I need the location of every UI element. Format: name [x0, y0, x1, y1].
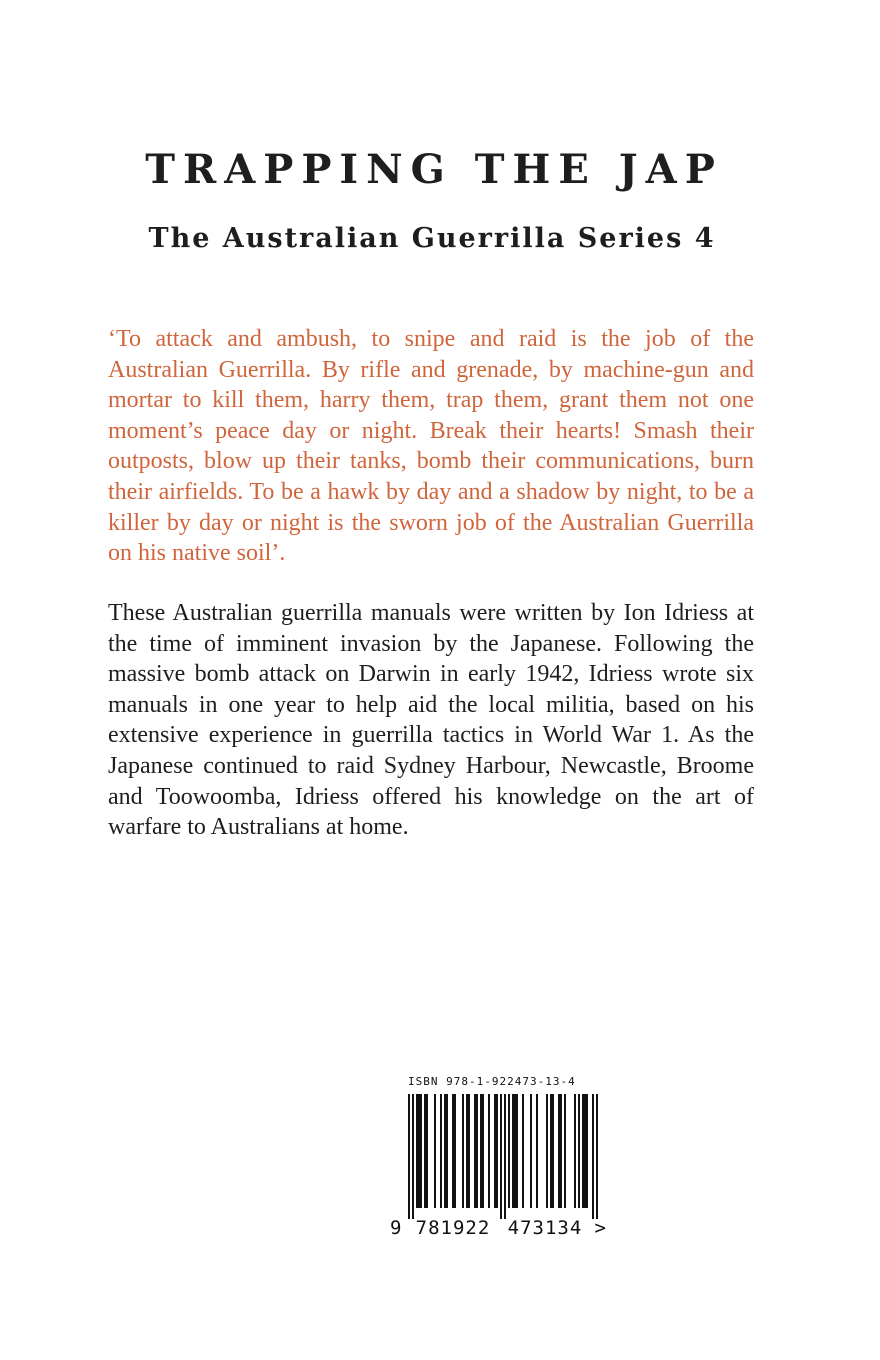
barcode-bar-1 — [412, 1094, 414, 1219]
barcode-bar-13 — [494, 1094, 498, 1208]
isbn-label: ISBN 978-1-922473-13-4 — [408, 1075, 576, 1088]
barcode-bar-2 — [416, 1094, 422, 1208]
blurb-quote: ‘To attack and ambush, to snipe and raid is the job of the Australian Guerrilla. By rifle and grenade, by machine-gun and mortar to kill them, harry them, trap them, grant them not one moment’s peace day or night. Break their hearts! Smash their outposts, blow up their tanks, bomb their communications, burn their airfields. To be a hawk by day and a shadow by night, to be a killer by day or night is the sworn job of the Australian Guerrilla on his native soil’. — [108, 326, 754, 567]
barcode-digit-first: 9 — [390, 1217, 402, 1239]
barcode-bar-3 — [424, 1094, 428, 1208]
barcode-bars — [408, 1094, 598, 1219]
book-title: TRAPPING THE JAP — [145, 146, 723, 193]
barcode-digits-left: 781922 — [415, 1217, 491, 1239]
barcode-bar-19 — [530, 1094, 532, 1208]
barcode-bar-15 — [504, 1094, 506, 1219]
isbn-barcode — [390, 1072, 610, 1247]
barcode-bar-26 — [578, 1094, 580, 1208]
barcode-arrow: > — [594, 1217, 606, 1239]
barcode-bar-17 — [512, 1094, 518, 1208]
barcode-bar-6 — [444, 1094, 448, 1208]
blurb-description: These Australian guerrilla manuals were written by Ion Idriess at the time of imminent invasion by the Japanese. Following the massive bomb attack on Darwin in early 1942, Idriess wrote six manuals in one year to help aid the local militia, based on his extensive experience in guerrilla tactics in World War 1. As the Japanese continued to raid Sydney Harbour, Newcastle, Broome and Toowoomba, Idriess offered his knowledge on the art of warfare to Australians at home. — [108, 600, 754, 841]
barcode-bar-5 — [440, 1094, 442, 1208]
barcode-bar-8 — [462, 1094, 464, 1208]
barcode-bar-25 — [574, 1094, 576, 1208]
barcode-digits — [390, 1217, 606, 1239]
barcode-bar-18 — [522, 1094, 524, 1208]
barcode-bar-16 — [508, 1094, 510, 1208]
series-subtitle: The Australian Guerrilla Series 4 — [148, 223, 716, 254]
barcode-digits-right: 473134 — [507, 1217, 583, 1239]
barcode-bar-0 — [408, 1094, 410, 1219]
barcode-bar-4 — [434, 1094, 436, 1208]
barcode-bar-21 — [546, 1094, 548, 1208]
barcode-bar-29 — [596, 1094, 598, 1219]
barcode-bar-24 — [564, 1094, 566, 1208]
barcode-bar-12 — [488, 1094, 490, 1208]
barcode-bar-11 — [480, 1094, 484, 1208]
barcode-bar-14 — [500, 1094, 502, 1219]
barcode-bar-10 — [474, 1094, 478, 1208]
barcode-bar-27 — [582, 1094, 588, 1208]
barcode-bar-28 — [592, 1094, 594, 1219]
barcode-bar-22 — [550, 1094, 554, 1208]
barcode-bar-9 — [466, 1094, 470, 1208]
barcode-bar-7 — [452, 1094, 456, 1208]
barcode-bar-23 — [558, 1094, 562, 1208]
barcode-bar-20 — [536, 1094, 538, 1208]
